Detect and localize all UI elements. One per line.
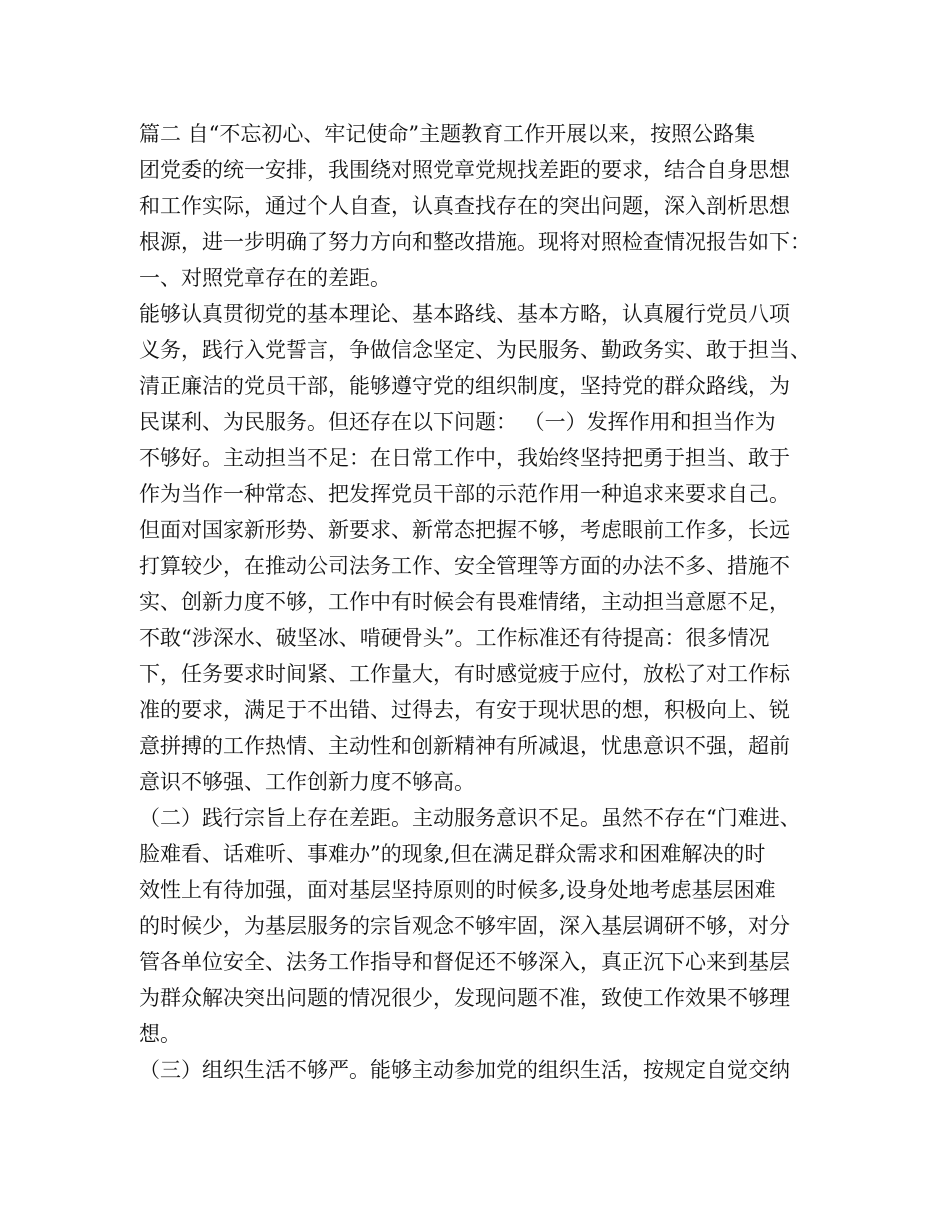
text-line: 义务，践行入党誓言，争做信念坚定、为民服务、勤政务实、敢于担当、 [139,338,811,362]
text-line: 篇二 自“不忘初心、牢记使命”主题教育工作开展以来，按照公路集 [139,122,756,146]
text-line: 准的要求，满足于不出错、过得去，有安于现状思的想，积极向上、锐 [139,698,790,722]
text-line: 清正廉洁的党员干部，能够遵守党的组织制度，坚持党的群众路线，为 [139,374,790,398]
text-line: 能够认真贯彻党的基本理论、基本路线、基本方略，认真履行党员八项 [139,302,790,326]
document-body [139,116,829,1088]
text-line: 为群众解决突出问题的情况很少，发现问题不准，致使工作效果不够理 [139,986,790,1010]
text-line: 实、创新力度不够，工作中有时候会有畏难情绪，主动担当意愿不足， [139,590,790,614]
text-line: （三）组织生活不够严。能够主动参加党的组织生活，按规定自觉交纳 [139,1058,790,1082]
text-line: 打算较少，在推动公司法务工作、安全管理等方面的办法不多、措施不 [139,554,790,578]
text-line: 管各单位安全、法务工作指导和督促还不够深入，真正沉下心来到基层 [139,950,790,974]
text-line: 作为当作一种常态、把发挥党员干部的示范作用一种追求来要求自己。 [139,482,790,506]
text-line: 下，任务要求时间紧、工作量大，有时感觉疲于应付，放松了对工作标 [139,662,790,686]
text-line: 和工作实际，通过个人自查，认真查找存在的突出问题，深入剖析思想 [139,194,790,218]
text-line: 意识不够强、工作创新力度不够高。 [139,770,475,794]
text-line: 不够好。主动担当不足：在日常工作中，我始终坚持把勇于担当、敢于 [139,446,790,470]
text-line: 意拼搏的工作热情、主动性和创新精神有所减退，忧患意识不强，超前 [139,734,790,758]
text-line: 根源，进一步明确了努力方向和整改措施。现将对照检查情况报告如下： [139,230,811,254]
text-line: 想。 [139,1022,181,1046]
text-line: （二）践行宗旨上存在差距。主动服务意识不足。虽然不存在“门难进、 [139,806,801,830]
section-heading: 一、对照党章存在的差距。 [139,266,391,290]
text-line: 不敢“涉深水、破坚冰、啃硬骨头”。工作标准还有待提高：很多情况 [139,626,770,650]
text-line: 效性上有待加强，面对基层坚持原则的时候多,设身处地考虑基层困难 [139,878,776,902]
text-line: 团党委的统一安排，我围绕对照党章党规找差距的要求，结合自身思想 [139,158,790,182]
text-line: 但面对国家新形势、新要求、新常态把握不够，考虑眼前工作多，长远 [139,518,790,542]
text-line: 民谋利、为民服务。但还存在以下问题： （一）发挥作用和担当作为 [139,410,776,434]
text-line: 的时候少，为基层服务的宗旨观念不够牢固，深入基层调研不够，对分 [139,914,790,938]
text-line: 脸难看、话难听、事难办”的现象,但在满足群众需求和困难解决的时 [139,842,766,866]
